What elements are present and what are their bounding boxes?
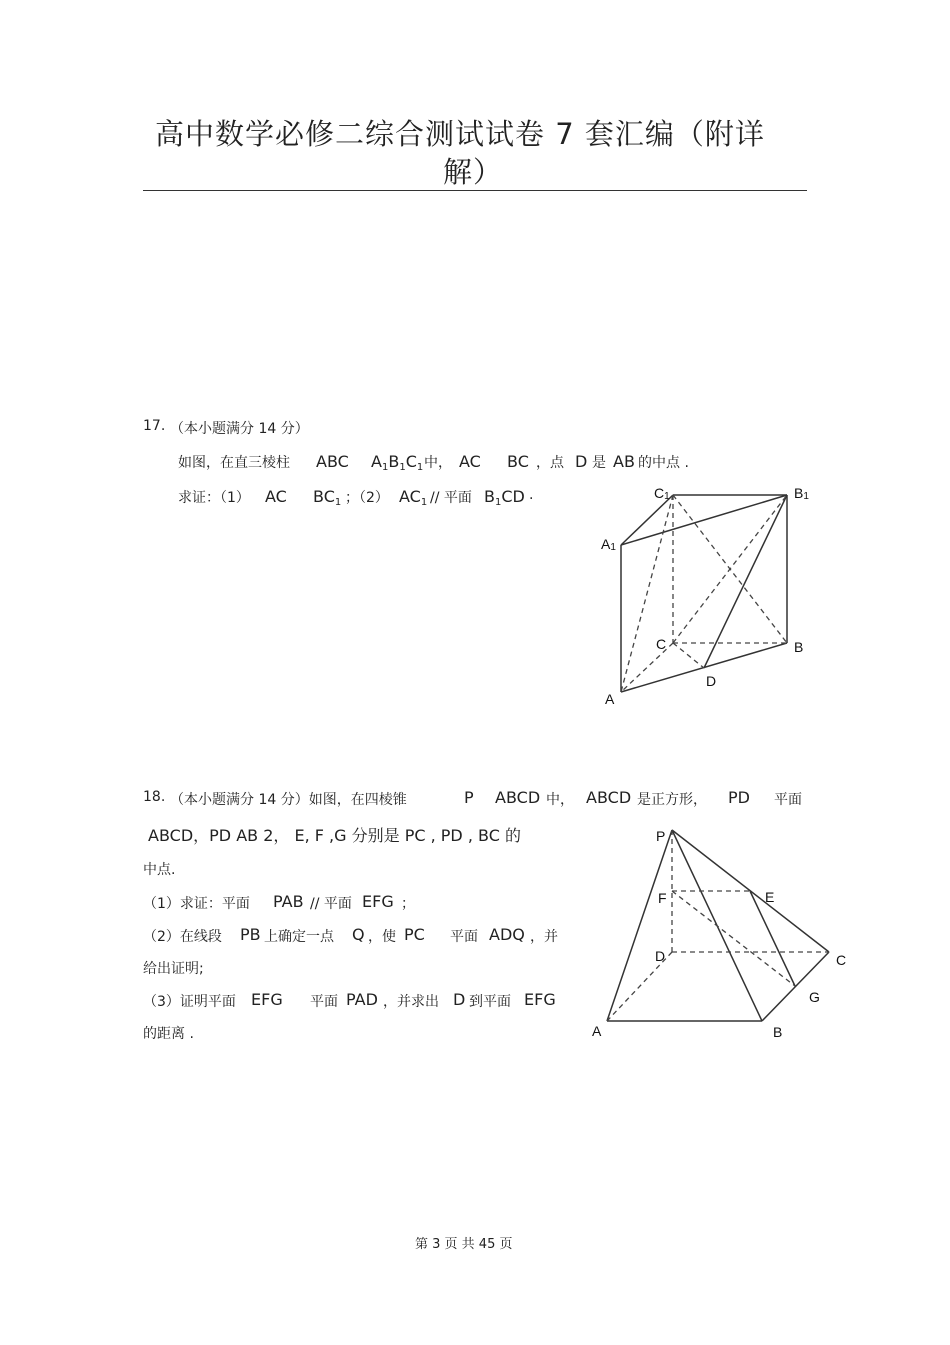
- q18-line3: 中点.: [143, 862, 176, 878]
- q18-label-a: A: [592, 1023, 602, 1039]
- q18-label-d: D: [655, 948, 666, 964]
- doc-title-line2: 解）: [443, 155, 504, 189]
- q18-part2-pb: PB: [240, 925, 261, 944]
- q18-label-e: E: [765, 889, 775, 905]
- q17-line1-intro: 如图，在直三棱柱: [178, 455, 290, 471]
- q18-part3-d: D: [453, 990, 466, 1009]
- q18-part1-intro: （1）求证：平面: [143, 896, 250, 912]
- q17-dian: ，点: [536, 455, 564, 471]
- q17-label-a: A: [605, 691, 615, 707]
- q18-part2-line2: 给出证明;: [143, 961, 204, 977]
- q17-midpoint: 的中点 .: [638, 455, 689, 471]
- q18-part2-pc: PC: [404, 925, 425, 944]
- q18-part3-plane: 平面: [310, 994, 338, 1010]
- q17-prove-part2: ；（2）: [345, 490, 389, 506]
- q17-a1b1c1: $A_1B_1C_1$: [371, 452, 424, 473]
- q18-label-c: C: [836, 952, 847, 968]
- q18-part2-end: ，并: [530, 929, 558, 945]
- q18-plane: 平面: [774, 792, 802, 808]
- q18-abcd: ABCD: [495, 788, 541, 807]
- q18-part1-efg: EFG: [362, 892, 394, 911]
- q18-part2-adq: ADQ: [489, 925, 525, 944]
- q17-bc: BC: [507, 452, 529, 471]
- q17-d: D: [575, 452, 588, 471]
- q18-part3-efg2: EFG: [524, 990, 556, 1009]
- q18-square: 是正方形，: [637, 792, 707, 808]
- q18-part2-point: 上确定一点: [264, 929, 334, 945]
- q18-part3-to: 到平面: [469, 994, 511, 1010]
- q17-shi: 是: [592, 455, 606, 471]
- q18-part3-mid: ，并求出: [383, 994, 439, 1010]
- q17-label-c1: C1: [654, 485, 670, 502]
- q17-ab: AB: [613, 452, 635, 471]
- q18-label-p: P: [656, 828, 666, 844]
- q18-line2: ABCD，PD AB 2， E, F ,G 分别是 PC , PD , BC 的: [148, 826, 521, 845]
- q18-part2-shi: ，使: [368, 929, 396, 945]
- q17-zhong: 中，: [424, 455, 452, 471]
- q18-abcd2: ABCD: [586, 788, 632, 807]
- q17-score: （本小题满分 14 分）: [170, 421, 309, 437]
- doc-title-line1: 高中数学必修二综合测试试卷 7 套汇编（附详: [155, 117, 765, 151]
- q17-prove-bc1: $BC_1$: [313, 487, 342, 508]
- q18-label-b: B: [773, 1024, 783, 1040]
- q17-prove-parallel: // 平面: [430, 490, 472, 506]
- q17-number: 17.: [143, 418, 166, 434]
- q17-prove-end: .: [529, 487, 534, 503]
- q18-part1-parallel: // 平面: [310, 896, 352, 912]
- q18-label-g: G: [809, 989, 820, 1005]
- q18-part1-end: ；: [401, 896, 415, 912]
- q17-ac: AC: [459, 452, 481, 471]
- q18-part2-plane: 平面: [450, 929, 478, 945]
- q18-part3-line2: 的距离 .: [143, 1026, 194, 1042]
- q17-label-b1: B1: [794, 485, 809, 502]
- q18-p: P: [464, 788, 474, 807]
- q17-prove-b1cd: $B_1CD$: [484, 487, 525, 508]
- q18-zhong: 中，: [546, 792, 574, 808]
- q18-part3-intro: （3）证明平面: [143, 994, 236, 1010]
- q18-part3-efg: EFG: [251, 990, 283, 1009]
- q18-part2-q: Q: [352, 925, 365, 944]
- q18-part3-pad: PAD: [346, 990, 378, 1009]
- q17-prove-ac1: $AC_1$: [399, 487, 428, 508]
- q18-pd: PD: [728, 788, 750, 807]
- q18-score: （本小题满分 14 分）如图，在四棱锥: [170, 792, 407, 808]
- q17-abc: ABC: [316, 452, 349, 471]
- q17-label-a1: A1: [601, 536, 616, 553]
- q17-label-b: B: [794, 639, 804, 655]
- q17-prove-intro: 求证：（1）: [178, 490, 250, 506]
- page-footer: 第 3 页 共 45 页: [415, 1237, 513, 1252]
- q18-part1-pab: PAB: [273, 892, 304, 911]
- q18-part2-intro: （2）在线段: [143, 929, 222, 945]
- q17-label-c: C: [656, 636, 667, 652]
- q17-prove-ac: AC: [265, 487, 287, 506]
- q18-number: 18.: [143, 789, 166, 805]
- q17-label-d: D: [706, 673, 717, 689]
- q18-label-f: F: [658, 890, 667, 906]
